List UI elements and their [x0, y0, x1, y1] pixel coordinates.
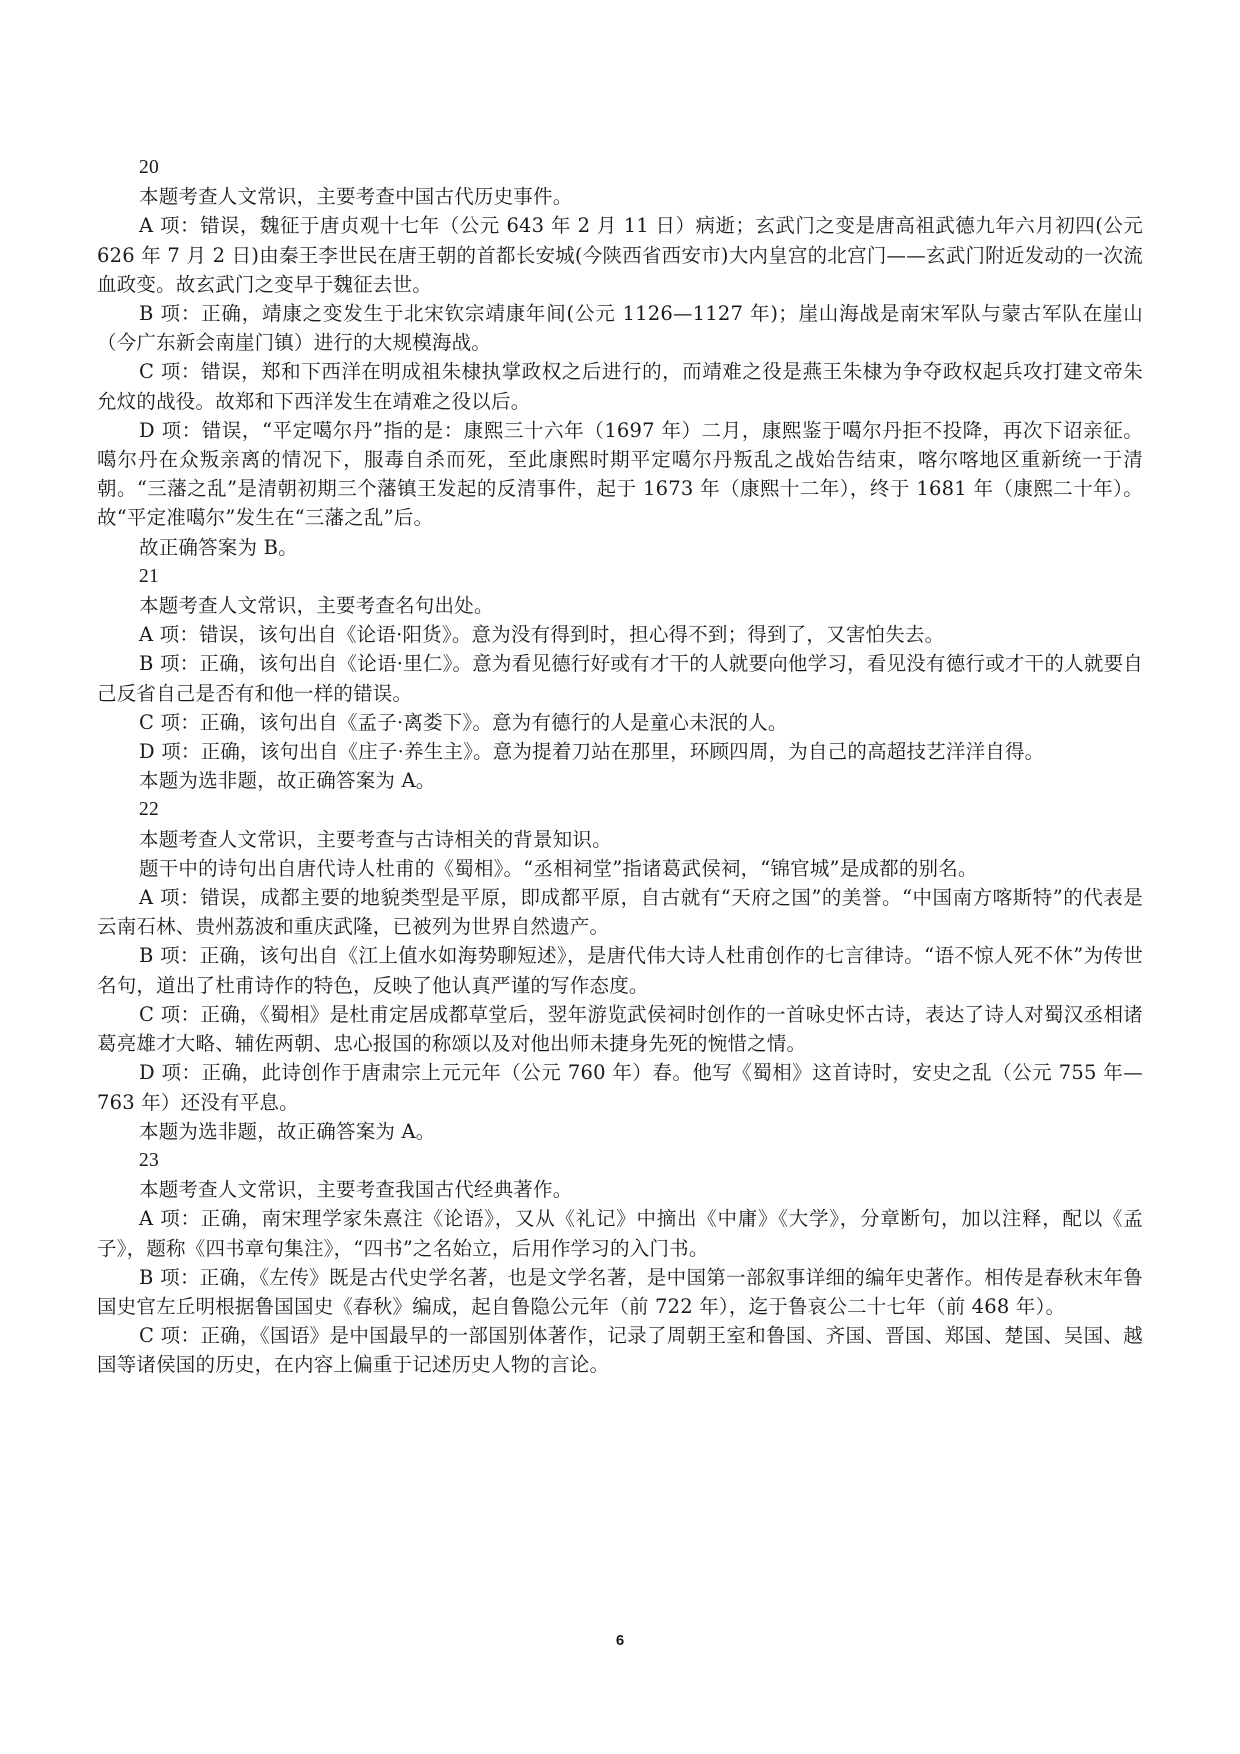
- question-21-option-a: A 项：错误，该句出自《论语·阳货》。意为没有得到时，担心得不到；得到了，又害怕失去。: [139, 623, 945, 647]
- question-21-answer: 本题为选非题，故正确答案为 A。: [139, 769, 436, 793]
- question-23-option-c: C 项：正确，《国语》是中国最早的一部国别体著作，记录了周朝王室和鲁国、齐国、晋国、郑国、楚国、吴国、越国等诸侯国的历史，在内容上偏重于记述历史人物的言论。: [97, 1324, 1143, 1377]
- question-20-answer: 故正确答案为 B。: [139, 535, 298, 559]
- question-number-23: 23: [139, 1149, 159, 1171]
- question-21-topic: 本题考查人文常识，主要考查名句出处。: [139, 594, 494, 618]
- question-20-option-d: D 项：错误，“平定噶尔丹”指的是：康熙三十六年（1697 年）二月，康熙鉴于噶尔丹拒不投降，再次下诏亲征。噶尔丹在众叛亲离的情况下，服毒自杀而死，至此康熙时期平定噶尔丹叛乱之战始告结束，喀尔喀地区重新统一于清朝。“三藩之乱”是清朝初期三个藩镇王发起的反清事件，起于 1673 年（康熙十二年），终于 1681 年（康熙二十年）。故“平定准噶尔”发生在“三藩之乱”后。: [97, 418, 1144, 530]
- question-23-topic: 本题考查人文常识，主要考查我国古代经典著作。: [139, 1178, 573, 1202]
- question-22-topic: 本题考查人文常识，主要考查与古诗相关的背景知识。: [139, 827, 612, 851]
- question-22-option-b: B 项：正确，该句出自《江上值水如海势聊短述》，是唐代伟大诗人杜甫创作的七言律诗。“语不惊人死不休”为传世名句，道出了杜甫诗作的特色，反映了他认真严谨的写作态度。: [97, 944, 1143, 997]
- question-21-option-d: D 项：正确，该句出自《庄子·养生主》。意为提着刀站在那里，环顾四周，为自己的高超技艺洋洋自得。: [139, 740, 1045, 764]
- question-22-option-a: A 项：错误，成都主要的地貌类型是平原，即成都平原，自古就有“天府之国”的美誉。“中国南方喀斯特”的代表是云南石林、贵州荔波和重庆武隆，已被列为世界自然遗产。: [97, 886, 1143, 939]
- question-22-stem-note: 题干中的诗句出自唐代诗人杜甫的《蜀相》。“丞相祠堂”指诸葛武侯祠，“锦官城”是成都的别名。: [139, 856, 978, 880]
- page-number: 6: [615, 1632, 625, 1649]
- question-number-21: 21: [139, 565, 159, 587]
- document-body: [97, 153, 1143, 1380]
- question-20-option-a: A 项：错误，魏征于唐贞观十七年（公元 643 年 2 月 11 日）病逝；玄武门之变是唐高祖武德九年六月初四(公元 626 年 7 月 2 日)由秦王李世民在唐王朝的首都长安城(今陕西省西安市)大内皇宫的北宫门——玄武门附近发动的一次流血政变。故玄武门之变早于魏征去世。: [97, 214, 1143, 296]
- question-number-20: 20: [139, 157, 159, 178]
- question-22-option-c: C 项：正确，《蜀相》是杜甫定居成都草堂后，翌年游览武侯祠时创作的一首咏史怀古诗，表达了诗人对蜀汉丞相诸葛亮雄才大略、辅佐两朝、忠心报国的称颂以及对他出师未捷身先死的惋惜之情。: [97, 1002, 1143, 1056]
- question-21-option-b: B 项：正确，该句出自《论语·里仁》。意为看见德行好或有才干的人就要向他学习，看见没有德行或才干的人就要自己反省自己是否有和他一样的错误。: [97, 652, 1143, 705]
- question-20-option-c: C 项：错误，郑和下西洋在明成祖朱棣执掌政权之后进行的，而靖难之役是燕王朱棣为争夺政权起兵攻打建文帝朱允炆的战役。故郑和下西洋发生在靖难之役以后。: [97, 360, 1143, 413]
- question-number-22: 22: [139, 799, 159, 821]
- question-22-option-d: D 项：正确，此诗创作于唐肃宗上元元年（公元 760 年）春。他写《蜀相》这首诗时，安史之乱（公元 755 年—763 年）还没有平息。: [97, 1061, 1143, 1114]
- question-21-option-c: C 项：正确，该句出自《孟子·离娄下》。意为有德行的人是童心未泯的人。: [139, 710, 788, 734]
- question-23-option-b: B 项：正确，《左传》既是古代史学名著，也是文学名著，是中国第一部叙事详细的编年史著作。相传是春秋末年鲁国史官左丘明根据鲁国国史《春秋》编成，起自鲁隐公元年（前 722 年），迄于鲁哀公二十七年（前 468 年）。: [97, 1265, 1143, 1318]
- question-22-answer: 本题为选非题，故正确答案为 A。: [139, 1119, 436, 1143]
- question-20-topic: 本题考查人文常识，主要考查中国古代历史事件。: [139, 185, 573, 209]
- question-23-option-a: A 项：正确，南宋理学家朱熹注《论语》，又从《礼记》中摘出《中庸》《大学》，分章断句，加以注释，配以《孟子》，题称《四书章句集注》，“四书”之名始立，后用作学习的入门书。: [97, 1207, 1143, 1260]
- question-20-option-b: B 项：正确，靖康之变发生于北宋钦宗靖康年间(公元 1126—1127 年)；崖山海战是南宋军队与蒙古军队在崖山（今广东新会南崖门镇）进行的大规模海战。: [97, 302, 1143, 355]
